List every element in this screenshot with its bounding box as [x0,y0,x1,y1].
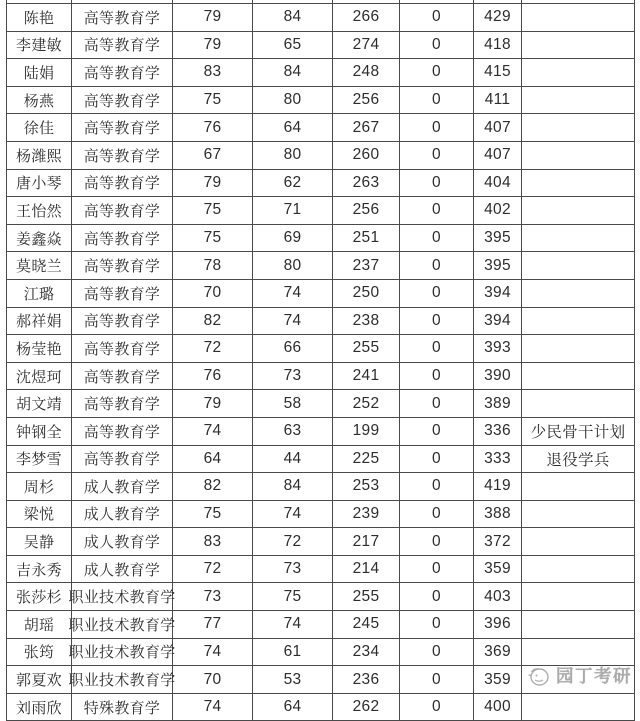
cell-total: 403 [474,583,522,610]
cell-bonus: 0 [400,114,474,141]
cell-major: 特殊教育学 [72,694,173,721]
cell-score3: 263 [333,170,400,197]
cell-name: 钟钢全 [6,418,72,445]
cell-score2: 74 [253,308,333,335]
table-row [6,4,635,32]
cell-major: 高等教育学 [72,390,173,417]
cell-score2: 74 [253,501,333,528]
table-row [6,639,635,667]
cell-total: 333 [474,446,522,473]
cell-score2: 75 [253,583,333,610]
cell-total: 418 [474,32,522,59]
cell-major: 高等教育学 [72,87,173,114]
cutoff-cell-remark [522,0,635,3]
table-row [6,418,635,446]
cell-major: 高等教育学 [72,4,173,31]
cell-score1: 74 [173,418,253,445]
table-row [6,280,635,308]
cell-score1: 79 [173,32,253,59]
cell-name: 陆娟 [6,59,72,86]
cell-score3: 266 [333,4,400,31]
cell-total: 394 [474,308,522,335]
cell-score2: 62 [253,170,333,197]
cell-total: 390 [474,363,522,390]
cell-remark [522,501,635,528]
cell-major: 高等教育学 [72,363,173,390]
cell-major: 成人教育学 [72,501,173,528]
table-row [6,308,635,336]
cell-bonus: 0 [400,363,474,390]
cell-total: 407 [474,142,522,169]
table-row [6,583,635,611]
cell-remark [522,556,635,583]
cell-total: 400 [474,694,522,721]
cell-remark [522,4,635,31]
cutoff-cell-total [474,0,522,3]
cutoff-cell-score2 [253,0,333,3]
cutoff-cell-score1 [173,0,253,3]
cell-name: 杨燕 [6,87,72,114]
cell-score1: 72 [173,335,253,362]
cell-bonus: 0 [400,335,474,362]
cell-total: 411 [474,87,522,114]
cell-score3: 260 [333,142,400,169]
cell-bonus: 0 [400,639,474,666]
cell-total: 389 [474,390,522,417]
cell-score3: 252 [333,390,400,417]
cell-total: 395 [474,225,522,252]
cell-score3: 255 [333,583,400,610]
cell-name: 郭夏欢 [6,666,72,693]
table-row [6,556,635,584]
cell-bonus: 0 [400,170,474,197]
cell-name: 李建敏 [6,32,72,59]
cell-major: 高等教育学 [72,170,173,197]
cell-name: 张莎杉 [6,583,72,610]
table-row [6,666,635,694]
cell-bonus: 0 [400,528,474,555]
cell-total: 407 [474,114,522,141]
cell-bonus: 0 [400,32,474,59]
cell-bonus: 0 [400,556,474,583]
cell-remark [522,252,635,279]
cell-name: 吴静 [6,528,72,555]
cell-bonus: 0 [400,4,474,31]
cell-score1: 75 [173,197,253,224]
cell-score3: 214 [333,556,400,583]
cell-total: 393 [474,335,522,362]
cell-score2: 66 [253,335,333,362]
cell-name: 莫晓兰 [6,252,72,279]
cell-remark [522,694,635,721]
cell-name: 周杉 [6,473,72,500]
cell-remark [522,170,635,197]
cell-major: 高等教育学 [72,59,173,86]
table-row [6,528,635,556]
cell-bonus: 0 [400,694,474,721]
cell-score1: 74 [173,639,253,666]
cell-bonus: 0 [400,197,474,224]
cell-score3: 234 [333,639,400,666]
cell-name: 唐小琴 [6,170,72,197]
table-row [6,114,635,142]
cell-score1: 76 [173,114,253,141]
table-row [6,363,635,391]
cell-score1: 70 [173,666,253,693]
cell-score2: 74 [253,611,333,638]
cell-score3: 225 [333,446,400,473]
cell-bonus: 0 [400,473,474,500]
cell-major: 成人教育学 [72,528,173,555]
cell-score3: 236 [333,666,400,693]
cell-bonus: 0 [400,446,474,473]
cell-score3: 239 [333,501,400,528]
cell-score3: 217 [333,528,400,555]
cell-total: 388 [474,501,522,528]
cell-score1: 75 [173,501,253,528]
cell-remark [522,473,635,500]
cell-total: 336 [474,418,522,445]
cell-score2: 72 [253,528,333,555]
cell-remark [522,59,635,86]
cell-major: 成人教育学 [72,556,173,583]
cell-score3: 256 [333,197,400,224]
cell-score3: 245 [333,611,400,638]
cell-score1: 83 [173,59,253,86]
table-row [6,225,635,253]
cell-score2: 58 [253,390,333,417]
cell-score2: 64 [253,114,333,141]
cell-major: 高等教育学 [72,446,173,473]
cell-bonus: 0 [400,252,474,279]
cell-score3: 248 [333,59,400,86]
cell-score2: 44 [253,446,333,473]
cell-name: 胡瑶 [6,611,72,638]
cell-major: 高等教育学 [72,252,173,279]
cell-score1: 77 [173,611,253,638]
cell-bonus: 0 [400,418,474,445]
cell-score3: 250 [333,280,400,307]
cell-bonus: 0 [400,280,474,307]
cell-score1: 73 [173,583,253,610]
table-row [6,611,635,639]
cell-major: 职业技术教育学 [72,639,173,666]
cell-total: 359 [474,556,522,583]
cell-score3: 199 [333,418,400,445]
watermark-text: 园丁考研 [556,666,632,686]
cell-name: 杨潍熙 [6,142,72,169]
cell-name: 江璐 [6,280,72,307]
table-row [6,335,635,363]
cell-name: 梁悦 [6,501,72,528]
cell-total: 402 [474,197,522,224]
cell-score2: 53 [253,666,333,693]
cell-name: 胡文靖 [6,390,72,417]
cell-score2: 80 [253,87,333,114]
cell-total: 415 [474,59,522,86]
cell-score2: 73 [253,556,333,583]
cell-score1: 64 [173,446,253,473]
cell-major: 成人教育学 [72,473,173,500]
cell-score3: 262 [333,694,400,721]
cutoff-cell-major [72,0,173,3]
cell-total: 394 [474,280,522,307]
cell-remark [522,114,635,141]
cell-bonus: 0 [400,501,474,528]
table-row [6,197,635,225]
cell-remark [522,390,635,417]
cell-bonus: 0 [400,390,474,417]
cell-bonus: 0 [400,611,474,638]
cell-remark [522,335,635,362]
cell-remark [522,639,635,666]
cell-score2: 84 [253,59,333,86]
table-row [6,694,635,721]
cell-major: 高等教育学 [72,142,173,169]
cell-bonus: 0 [400,59,474,86]
cell-major: 高等教育学 [72,197,173,224]
table-row [6,87,635,115]
cell-score1: 75 [173,87,253,114]
cell-major: 高等教育学 [72,308,173,335]
cell-major: 高等教育学 [72,418,173,445]
cell-score3: 237 [333,252,400,279]
cell-remark [522,142,635,169]
cell-remark [522,666,635,693]
cell-total: 396 [474,611,522,638]
table-row [6,252,635,280]
table-rows [6,4,635,721]
cell-remark: 少民骨干计划 [522,418,635,445]
table-row [6,501,635,529]
cell-score2: 69 [253,225,333,252]
cell-score1: 75 [173,225,253,252]
cutoff-cell-bonus [400,0,474,3]
table-row [6,170,635,198]
cell-score1: 78 [173,252,253,279]
cell-score3: 253 [333,473,400,500]
cell-score2: 74 [253,280,333,307]
cell-name: 刘雨欣 [6,694,72,721]
cell-name: 杨莹艳 [6,335,72,362]
cell-score1: 82 [173,308,253,335]
cell-name: 姜鑫焱 [6,225,72,252]
cell-bonus: 0 [400,583,474,610]
cell-score1: 82 [173,473,253,500]
cell-name: 沈煜珂 [6,363,72,390]
cell-major: 高等教育学 [72,225,173,252]
table-row [6,473,635,501]
table-row [6,32,635,60]
cell-score2: 64 [253,694,333,721]
cell-score1: 70 [173,280,253,307]
cell-score2: 80 [253,142,333,169]
cell-score3: 255 [333,335,400,362]
cell-remark [522,308,635,335]
cell-score1: 72 [173,556,253,583]
cell-remark [522,87,635,114]
cell-score1: 67 [173,142,253,169]
cell-total: 372 [474,528,522,555]
cell-bonus: 0 [400,666,474,693]
cell-score2: 84 [253,4,333,31]
cell-score2: 73 [253,363,333,390]
cell-score3: 238 [333,308,400,335]
cell-remark [522,197,635,224]
cell-bonus: 0 [400,87,474,114]
cell-score3: 251 [333,225,400,252]
cell-remark [522,583,635,610]
cell-remark [522,280,635,307]
cell-remark [522,528,635,555]
cell-score3: 274 [333,32,400,59]
cell-name: 李梦雪 [6,446,72,473]
cell-score2: 84 [253,473,333,500]
cell-major: 职业技术教育学 [72,611,173,638]
cell-bonus: 0 [400,225,474,252]
cell-major: 高等教育学 [72,280,173,307]
cell-total: 359 [474,666,522,693]
cell-score1: 79 [173,4,253,31]
cell-name: 陈艳 [6,4,72,31]
cell-major: 职业技术教育学 [72,666,173,693]
cell-remark [522,363,635,390]
cell-score2: 71 [253,197,333,224]
cell-remark [522,611,635,638]
cell-major: 高等教育学 [72,335,173,362]
cell-score3: 267 [333,114,400,141]
cell-name: 张筠 [6,639,72,666]
cell-score1: 79 [173,170,253,197]
cell-score3: 256 [333,87,400,114]
cell-bonus: 0 [400,308,474,335]
cell-name: 吉永秀 [6,556,72,583]
cell-total: 419 [474,473,522,500]
cutoff-cell-score3 [333,0,400,3]
cell-name: 徐佳 [6,114,72,141]
cell-total: 404 [474,170,522,197]
cell-score2: 80 [253,252,333,279]
score-table [6,0,635,717]
cell-total: 395 [474,252,522,279]
cell-score1: 83 [173,528,253,555]
cell-total: 429 [474,4,522,31]
cell-score1: 76 [173,363,253,390]
table-row [6,390,635,418]
cell-remark [522,225,635,252]
cell-score2: 63 [253,418,333,445]
cell-name: 王怡然 [6,197,72,224]
cell-major: 高等教育学 [72,32,173,59]
cell-score2: 65 [253,32,333,59]
cell-major: 职业技术教育学 [72,583,173,610]
cell-score3: 241 [333,363,400,390]
cutoff-cell-name [6,0,72,3]
cell-remark: 退役学兵 [522,446,635,473]
cell-score1: 79 [173,390,253,417]
table-row [6,446,635,474]
cell-total: 369 [474,639,522,666]
table-row [6,142,635,170]
cell-bonus: 0 [400,142,474,169]
table-row [6,59,635,87]
cell-remark [522,32,635,59]
cell-score1: 74 [173,694,253,721]
cell-name: 郝祥娟 [6,308,72,335]
cell-score2: 61 [253,639,333,666]
cell-major: 高等教育学 [72,114,173,141]
